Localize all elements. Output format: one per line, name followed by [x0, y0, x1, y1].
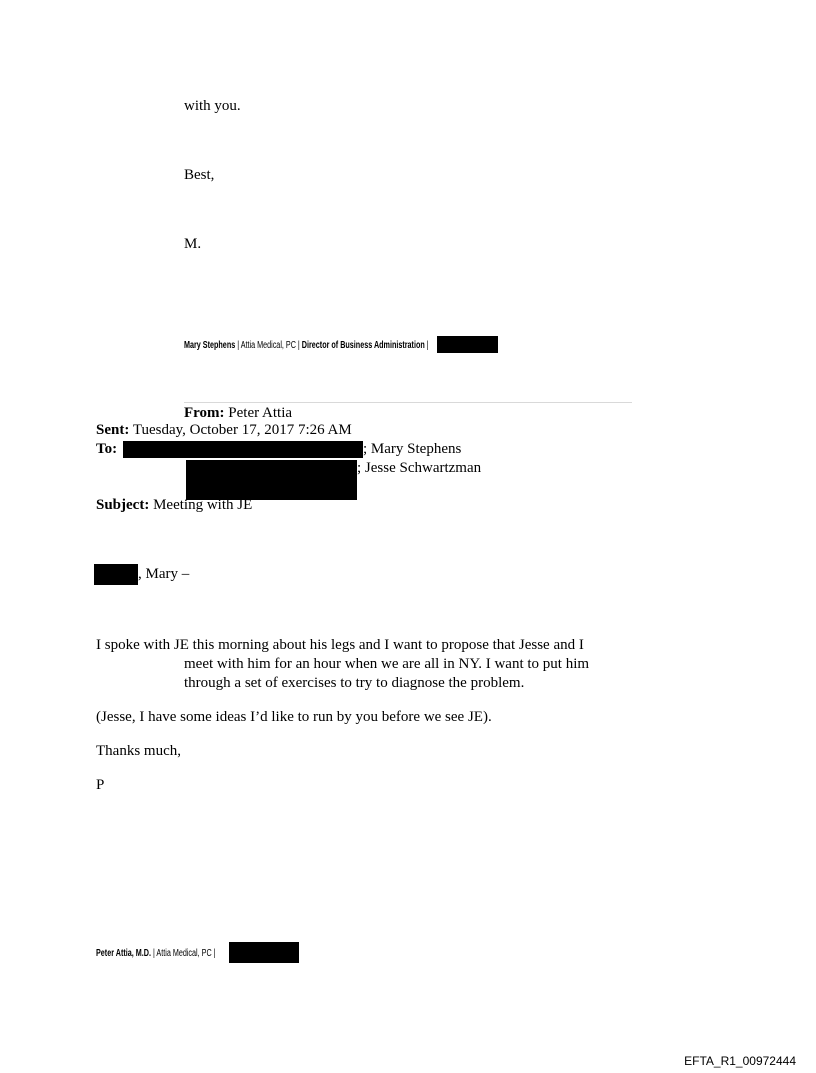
redaction-box: [186, 460, 357, 500]
sent-label: Sent:: [96, 422, 130, 438]
prev-email-initial: M.: [184, 236, 202, 252]
from-line: [184, 405, 292, 422]
prev-email-line: with you.: [184, 98, 241, 114]
document-id: EFTA_R1_00972444: [684, 1054, 796, 1068]
body-paragraph-line-1: I spoke with JE this morning about his legs and I want to propose that Jesse and I: [96, 637, 584, 653]
body-initial: P: [96, 777, 105, 793]
header-divider: [184, 402, 632, 403]
prev-email-closing: Best,: [184, 167, 215, 183]
subject-line: [96, 497, 252, 514]
mary-signature-name: Mary Stephens: [184, 340, 236, 351]
body-paragraph-line-3: through a set of exercises to try to diagnose the problem.: [184, 675, 525, 691]
mary-signature-title: Director of Business Administration: [301, 340, 425, 351]
from-label: From:: [184, 405, 225, 421]
peter-signature-org: | Attia Medical, PC |: [150, 948, 216, 959]
mary-signature-sep: |: [424, 340, 429, 351]
peter-signature-name: Peter Attia, M.D.: [96, 948, 151, 959]
redaction-box: [437, 336, 498, 353]
body-paragraph-line-2: meet with him for an hour when we are all in NY. I want to put him: [184, 656, 590, 672]
redaction-box: [123, 441, 363, 458]
subject-label: Subject:: [96, 497, 150, 513]
mary-signature-org: | Attia Medical, PC |: [235, 340, 302, 351]
peter-signature: [96, 948, 216, 960]
to-label: To:: [96, 441, 118, 457]
redaction-box: [94, 564, 138, 585]
sent-line: [96, 422, 352, 439]
greeting: , Mary –: [138, 566, 190, 582]
from-value: Peter Attia: [224, 405, 293, 421]
body-closing: Thanks much,: [96, 743, 181, 759]
to-value-1: ; Mary Stephens: [363, 441, 462, 457]
redaction-box: [229, 942, 299, 963]
body-paragraph-2: (Jesse, I have some ideas I’d like to run by you before we see JE).: [96, 709, 492, 725]
subject-value: Meeting with JE: [149, 497, 253, 513]
mary-signature: [184, 340, 429, 352]
sent-value: Tuesday, October 17, 2017 7:26 AM: [129, 422, 352, 438]
to-value-2: ; Jesse Schwartzman: [357, 460, 482, 476]
